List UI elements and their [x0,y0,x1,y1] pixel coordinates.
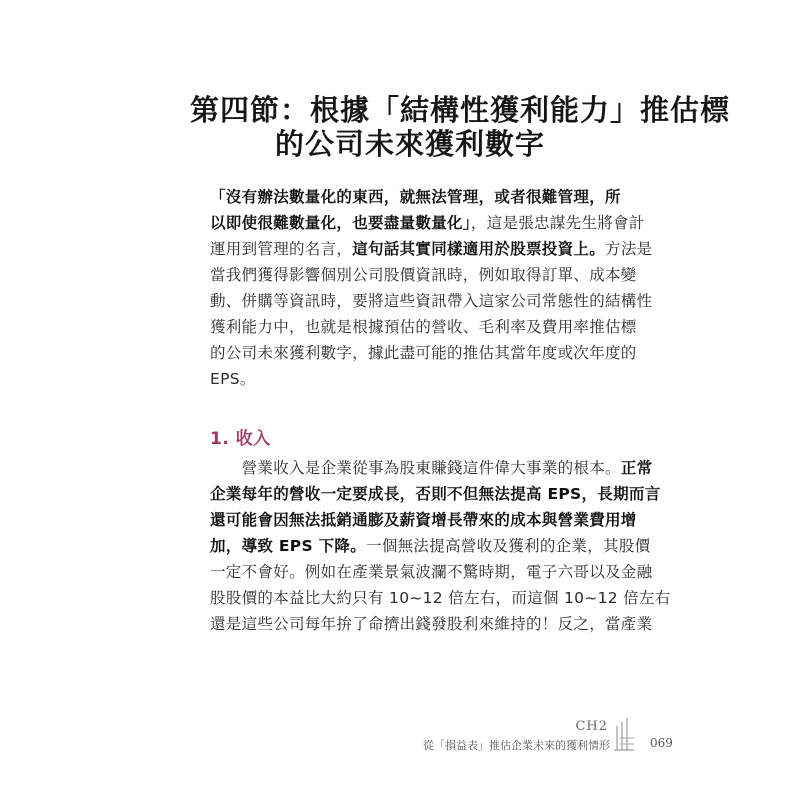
text-line [210,288,653,314]
text-line [210,314,637,340]
text-line [210,455,653,481]
bold-text-segment: 以即使很難數量化，也要盡量數量化」 [210,214,471,232]
text-segment: 營業收入是企業從事為股東賺錢這件偉大事業的根本。 [210,459,621,477]
text-line [210,585,671,611]
text-line [210,481,661,507]
bold-text-segment: 加，導致 EPS 下降。 [210,537,367,555]
bold-text-segment: 還可能會因無法抵銷通膨及薪資增長帶來的成本與營業費用增 [210,511,637,529]
text-line [210,210,645,236]
section-title-line-1: 第四節：根據「結構性獲利能力」推估標 [190,93,731,127]
bold-text-segment: 這句話其實同樣適用於股票投資上。 [352,240,606,258]
bold-text-segment: 企業每年的營收一定要成長，否則不但無法提高 EPS，長期而言 [210,485,661,503]
text-line [210,184,630,210]
text-segment: 動、併購等資訊時，要將這些資訊帶入這家公司常態性的結構性 [210,292,653,310]
chapter-label: CH2 [575,719,608,734]
section-heading-income: 1. 收入 [210,429,271,449]
text-segment: 股股價的本益比大約只有 10~12 倍左右，而這個 10~12 倍左右 [210,589,671,607]
intro-paragraph [210,184,653,392]
text-segment: 獲利能力中，也就是根據預估的營收、毛利率及費用率推估標 [210,318,637,336]
text-segment: 一定不會好。例如在產業景氣波瀾不驚時期，電子六哥以及金融 [210,563,653,581]
text-segment: 的公司未來獲利數字，據此盡可能的推估其當年度或次年度的 [210,344,637,362]
income-paragraph [210,455,671,637]
page-number: 069 [650,736,673,750]
text-segment: 當我們獲得影響個別公司股價資訊時，例如取得訂單、成本變 [210,266,637,284]
text-segment: EPS。 [210,370,256,388]
text-segment: 還是這些公司每年拚了命擠出錢發股利來維持的！反之，當產業 [210,615,653,633]
section-title-line-2: 的公司未來獲利數字 [274,127,545,161]
text-line [210,262,637,288]
text-line [210,533,651,559]
bold-text-segment: 正常 [620,459,653,477]
text-line [210,507,637,533]
text-line [210,236,653,262]
text-line [210,559,653,585]
chapter-decoration-icon [614,718,636,752]
text-segment: 方法是 [605,240,653,258]
chapter-caption: 從「損益表」推估企業未來的獲利情形 [423,739,610,752]
text-segment: 運用到管理的名言， [210,240,353,258]
text-line [210,366,630,392]
bold-text-segment: 「沒有辦法數量化的東西，就無法管理，或者很難管理，所 [210,188,621,206]
text-segment: ，這是張忠謀先生將會計 [470,214,645,232]
text-segment: 一個無法提高營收及獲利的企業，其股價 [366,537,651,555]
text-line [210,611,653,637]
text-line [210,340,637,366]
